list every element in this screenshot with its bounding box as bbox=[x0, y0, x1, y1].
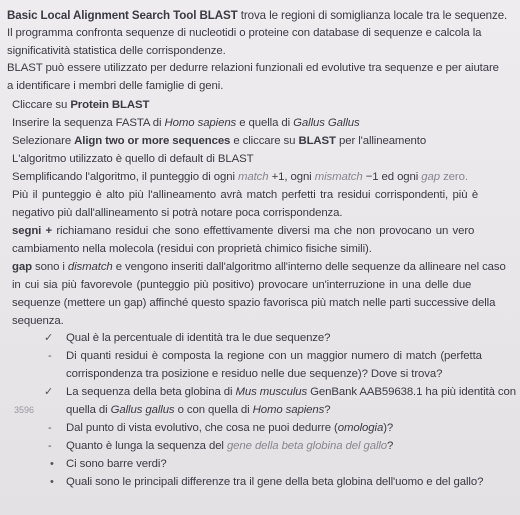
scoring-line-4 bbox=[12, 224, 474, 238]
scoring-line-1 bbox=[12, 170, 468, 184]
scoring-gap-bold: gap bbox=[12, 261, 32, 273]
intro-line-4: BLAST può essere utilizzato per dedurre relazioni funzionali ed evolutive tra sequenze e per aiutare bbox=[7, 62, 499, 74]
scoring-line-6-b: e vengono inseriti dall'algoritmo all'interno delle sequenze da allineare nel caso bbox=[112, 261, 506, 273]
dash-mark-icon: - bbox=[48, 422, 52, 434]
intro-title: Basic Local Alignment Search Tool BLAST bbox=[7, 9, 238, 22]
scoring-signs-bold: segni + bbox=[12, 225, 53, 237]
bullet-icon: • bbox=[50, 476, 54, 488]
question-3b bbox=[66, 403, 331, 417]
step-3 bbox=[12, 134, 426, 148]
scoring-line-1-b: −1 ed ogni bbox=[362, 171, 422, 183]
intro-line-1 bbox=[7, 9, 507, 23]
question-6: Ci sono barre verdi? bbox=[66, 458, 167, 470]
question-5-faint: gene della beta globina del gallo bbox=[226, 440, 388, 452]
intro-line-3: significatività statistica delle corrispondenze. bbox=[7, 45, 226, 57]
scoring-line-1-c: zero. bbox=[440, 171, 468, 183]
question-3b-text: quella di bbox=[66, 404, 111, 416]
step-3-bold: Align two or more sequences bbox=[74, 135, 231, 147]
intro-line-1-rest: trova le regioni di somiglianza locale tra le sequenze. bbox=[237, 9, 508, 22]
question-3b-species-1: Gallus gallus bbox=[110, 404, 175, 416]
bullet-icon: • bbox=[50, 458, 54, 470]
question-3b-species-2: Homo sapiens bbox=[252, 404, 325, 416]
question-5-text: Quanto è lunga la sequenza del bbox=[66, 440, 227, 452]
step-2-species-2: Gallus Gallus bbox=[293, 117, 360, 129]
step-1 bbox=[12, 98, 149, 112]
step-2-mid: e quella di bbox=[236, 117, 294, 129]
question-4-text: Dal punto di vista evolutivo, che cosa ne puoi dedurre ( bbox=[66, 422, 338, 434]
scoring-line-9: sequenza. bbox=[12, 315, 64, 327]
step-2 bbox=[12, 116, 360, 130]
question-5 bbox=[66, 439, 393, 453]
intro-line-2: Il programma confronta sequenze di nucleotidi o proteine con database di sequenze e calcola la bbox=[7, 27, 482, 39]
scoring-line-7: in cui sia più favorevole (punteggio più positivo) provocare un'interruzione in una delle due bbox=[12, 279, 472, 291]
scoring-line-3: negativo più dall'allineamento si potrà notare poca corrispondenza. bbox=[12, 207, 343, 219]
dash-mark-icon: - bbox=[48, 350, 52, 362]
step-3-end: per l'allineamento bbox=[335, 135, 427, 147]
scoring-line-6 bbox=[12, 260, 506, 274]
question-3a-post: GenBank AAB59638.1 ha più identità con bbox=[307, 386, 516, 398]
question-3b-end: ? bbox=[324, 404, 331, 416]
scoring-line-2: Più il punteggio è alto più l'allineamento avrà match perfetti tra residui corrispondenti, più è bbox=[12, 189, 479, 201]
step-2-text: Inserire la sequenza FASTA di bbox=[12, 117, 165, 129]
question-4-end: )? bbox=[383, 422, 394, 434]
step-4: L'algoritmo utilizzato è quello di default di BLAST bbox=[12, 153, 254, 165]
scoring-match: match bbox=[237, 171, 269, 183]
check-mark-icon: ✓ bbox=[44, 332, 54, 344]
question-2b: corrispondenza tra posizione e residuo nelle due sequenze)? Dove si trova? bbox=[66, 368, 443, 380]
scoring-line-6-a: sono i bbox=[31, 261, 68, 273]
scoring-line-4-rest: richiamano residui che sono effettivamente diversi ma che non provocano un vero bbox=[52, 225, 475, 237]
scoring-gap: gap bbox=[421, 171, 440, 183]
scoring-line-1-a: +1, ogni bbox=[268, 171, 315, 183]
question-2a: Di quanti residui è composta la regione con un maggior numero di match (perfetta bbox=[66, 350, 482, 362]
step-1-bold: Protein BLAST bbox=[70, 99, 150, 111]
step-2-species-1: Homo sapiens bbox=[164, 117, 237, 129]
scoring-line-1-text: Semplificando l'algoritmo, il punteggio di ogni bbox=[12, 171, 238, 183]
question-3a-text: La sequenza della beta globina di bbox=[66, 386, 236, 398]
scoring-dismatch: dismatch bbox=[67, 261, 113, 273]
question-3a bbox=[66, 385, 516, 399]
check-mark-icon: ✓ bbox=[44, 386, 54, 398]
step-3-text: Selezionare bbox=[12, 135, 75, 147]
question-4-italic: omologia bbox=[337, 422, 384, 434]
question-1: Qual è la percentuale di identità tra le due sequenze? bbox=[66, 332, 331, 344]
scoring-mismatch: mismatch bbox=[314, 171, 363, 183]
pencil-note: 3596 bbox=[14, 405, 35, 415]
step-3-bold-2: BLAST bbox=[298, 135, 336, 147]
question-7: Quali sono le principali differenze tra il gene della beta globina dell'uomo e del gallo? bbox=[66, 476, 484, 488]
question-3a-species: Mus musculus bbox=[235, 386, 308, 398]
scoring-line-5: cambiamento nella molecola (residui con proprietà chimico fisiche simili). bbox=[12, 243, 372, 255]
intro-line-5: a identificare i membri delle famiglie di geni. bbox=[7, 80, 224, 92]
step-1-text: Cliccare su bbox=[12, 99, 71, 111]
step-3-post: e cliccare su bbox=[230, 135, 299, 147]
question-5-end: ? bbox=[387, 440, 394, 452]
question-4 bbox=[66, 421, 393, 435]
scoring-line-8: sequenze (mettere un gap) affinché questo spazio favorisca più match nelle parti successive della bbox=[12, 297, 496, 309]
question-3b-mid: o con quella di bbox=[174, 404, 253, 416]
dash-mark-icon: - bbox=[48, 440, 52, 452]
